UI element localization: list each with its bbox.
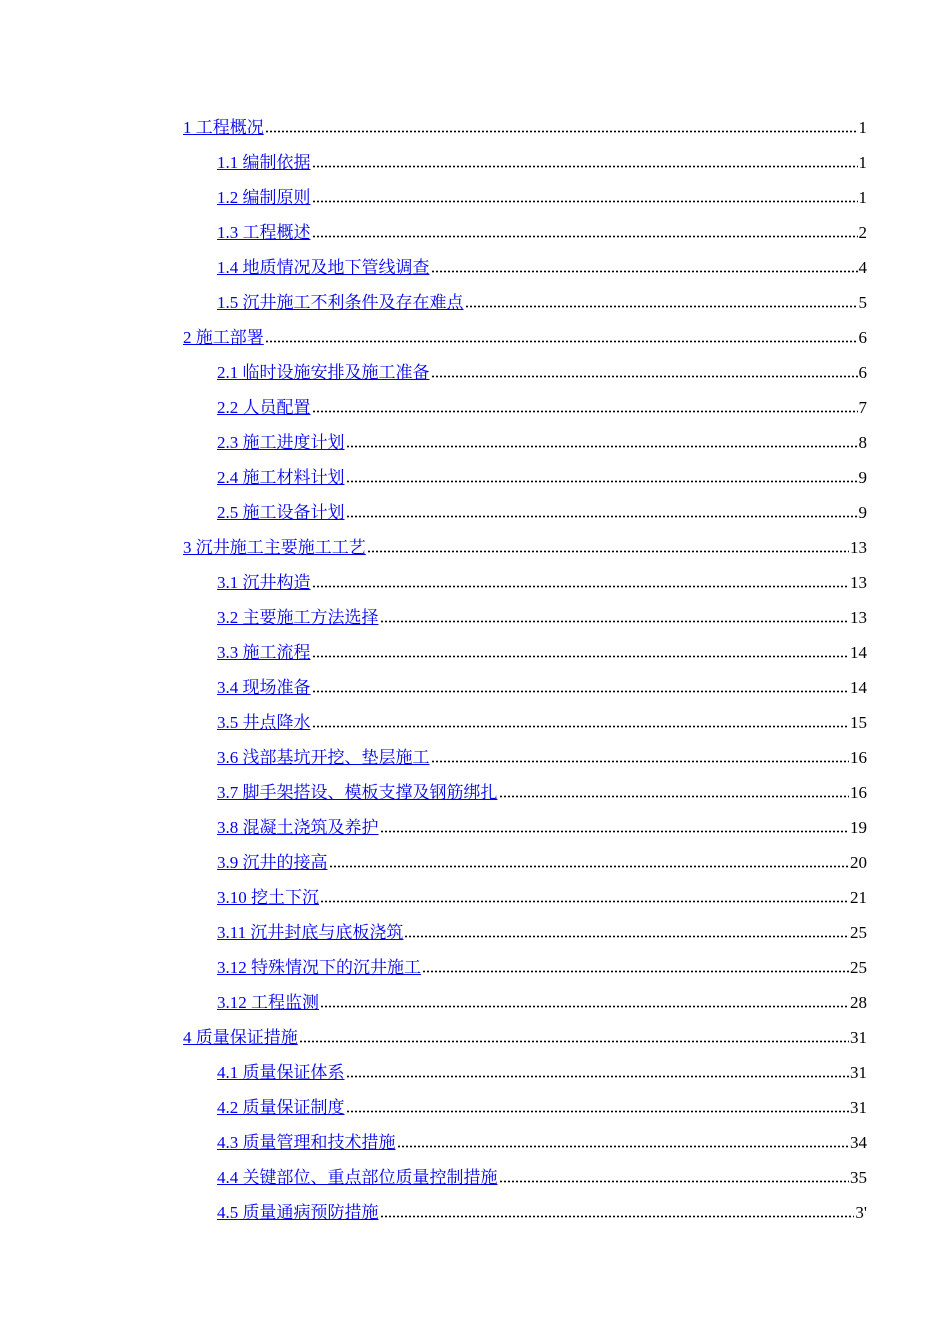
toc-section-entry	[183, 495, 867, 530]
toc-chapter-entry	[183, 320, 867, 355]
toc-page-number: 6	[858, 328, 867, 347]
toc-section-entry	[183, 250, 867, 285]
toc-section-entry	[183, 985, 867, 1020]
dot-leader	[329, 865, 850, 868]
dot-leader	[422, 970, 849, 973]
table-of-contents	[183, 110, 867, 1230]
dot-leader	[380, 1215, 855, 1218]
toc-section-entry	[183, 600, 867, 635]
dot-leader	[312, 410, 858, 413]
toc-page-number: 21	[850, 888, 867, 907]
toc-link[interactable]: 4.1 质量保证体系	[217, 1063, 345, 1082]
dot-leader	[265, 130, 858, 133]
dot-leader	[312, 585, 850, 588]
toc-section-entry	[183, 355, 867, 390]
dot-leader	[312, 200, 858, 203]
toc-section-entry	[183, 635, 867, 670]
dot-leader	[312, 165, 858, 168]
toc-page-number: 31	[850, 1063, 867, 1082]
toc-link[interactable]: 2.1 临时设施安排及施工准备	[217, 363, 430, 382]
toc-section-entry	[183, 670, 867, 705]
toc-link[interactable]: 3.3 施工流程	[217, 643, 311, 662]
dot-leader	[380, 830, 850, 833]
toc-link[interactable]: 3.1 沉井构造	[217, 573, 311, 592]
toc-page-number: 1	[858, 188, 867, 207]
dot-leader	[431, 760, 850, 763]
toc-section-entry	[183, 1090, 867, 1125]
toc-section-entry	[183, 950, 867, 985]
toc-chapter-entry	[183, 1020, 867, 1055]
toc-link[interactable]: 3.12 工程监测	[217, 993, 319, 1012]
toc-link[interactable]: 3.6 浅部基坑开挖、垫层施工	[217, 748, 430, 767]
toc-page-number: 28	[850, 993, 867, 1012]
toc-link[interactable]: 3.9 沉井的接高	[217, 853, 328, 872]
toc-link[interactable]: 1.3 工程概述	[217, 223, 311, 242]
dot-leader	[299, 1040, 849, 1043]
toc-section-entry	[183, 460, 867, 495]
toc-section-entry	[183, 285, 867, 320]
toc-link[interactable]: 1 工程概况	[183, 118, 264, 137]
toc-section-entry	[183, 775, 867, 810]
toc-link[interactable]: 3.10 挖土下沉	[217, 888, 319, 907]
toc-section-entry	[183, 880, 867, 915]
toc-link[interactable]: 3.7 脚手架搭设、模板支撑及钢筋绑扎	[217, 783, 498, 802]
dot-leader	[320, 1005, 849, 1008]
dot-leader	[312, 725, 850, 728]
toc-link[interactable]: 3.4 现场准备	[217, 678, 311, 697]
toc-page-number: 20	[850, 853, 867, 872]
toc-link[interactable]: 4.3 质量管理和技术措施	[217, 1133, 396, 1152]
toc-link[interactable]: 4.5 质量通病预防措施	[217, 1203, 379, 1222]
toc-page-number: 13	[850, 538, 867, 557]
toc-page-number: 13	[850, 573, 867, 592]
toc-section-entry	[183, 845, 867, 880]
toc-link[interactable]: 2.4 施工材料计划	[217, 468, 345, 487]
toc-page-number: 5	[858, 293, 867, 312]
toc-page-number: 3'	[855, 1203, 867, 1222]
toc-section-entry	[183, 740, 867, 775]
toc-page-number: 14	[850, 678, 867, 697]
toc-section-entry	[183, 425, 867, 460]
toc-page-number: 1	[858, 153, 867, 172]
toc-page-number: 4	[858, 258, 867, 277]
dot-leader	[346, 445, 858, 448]
toc-link[interactable]: 3.5 井点降水	[217, 713, 311, 732]
dot-leader	[499, 1180, 850, 1183]
toc-link[interactable]: 1.5 沉井施工不利条件及存在难点	[217, 293, 464, 312]
dot-leader	[499, 795, 850, 798]
toc-section-entry	[183, 915, 867, 950]
toc-page-number: 16	[850, 748, 867, 767]
toc-link[interactable]: 1.4 地质情况及地下管线调查	[217, 258, 430, 277]
toc-section-entry	[183, 1055, 867, 1090]
dot-leader	[380, 620, 850, 623]
toc-page-number: 35	[850, 1168, 867, 1187]
toc-link[interactable]: 4.2 质量保证制度	[217, 1098, 345, 1117]
dot-leader	[346, 480, 858, 483]
toc-section-entry	[183, 1160, 867, 1195]
dot-leader	[346, 1075, 850, 1078]
toc-page-number: 7	[858, 398, 867, 417]
dot-leader	[312, 235, 858, 238]
dot-leader	[431, 375, 858, 378]
toc-link[interactable]: 4.4 关键部位、重点部位质量控制措施	[217, 1168, 498, 1187]
dot-leader	[465, 305, 858, 308]
toc-link[interactable]: 1.1 编制依据	[217, 153, 311, 172]
toc-section-entry	[183, 215, 867, 250]
dot-leader	[320, 900, 849, 903]
toc-section-entry	[183, 390, 867, 425]
toc-page-number: 2	[858, 223, 867, 242]
toc-page-number: 9	[858, 503, 867, 522]
toc-section-entry	[183, 1195, 867, 1230]
toc-page-number: 34	[850, 1133, 867, 1152]
toc-page-number: 14	[850, 643, 867, 662]
toc-page-number: 25	[850, 958, 867, 977]
dot-leader	[312, 655, 850, 658]
toc-page-number: 13	[850, 608, 867, 627]
toc-section-entry	[183, 565, 867, 600]
toc-page-number: 31	[850, 1098, 867, 1117]
toc-chapter-entry	[183, 110, 867, 145]
toc-section-entry	[183, 145, 867, 180]
dot-leader	[431, 270, 858, 273]
toc-link[interactable]: 3.12 特殊情况下的沉井施工	[217, 958, 421, 977]
toc-section-entry	[183, 1125, 867, 1160]
toc-link[interactable]: 3.2 主要施工方法选择	[217, 608, 379, 627]
dot-leader	[312, 690, 850, 693]
toc-link[interactable]: 3 沉井施工主要施工工艺	[183, 538, 366, 557]
toc-link[interactable]: 2.2 人员配置	[217, 398, 311, 417]
dot-leader	[367, 550, 849, 553]
toc-link[interactable]: 1.2 编制原则	[217, 188, 311, 207]
toc-page-number: 1	[858, 118, 867, 137]
toc-page-number: 8	[858, 433, 867, 452]
dot-leader	[346, 515, 858, 518]
toc-link[interactable]: 3.8 混凝土浇筑及养护	[217, 818, 379, 837]
toc-link[interactable]: 3.11 沉井封底与底板浇筑	[217, 923, 404, 942]
dot-leader	[397, 1145, 850, 1148]
toc-page-number: 31	[850, 1028, 867, 1047]
toc-page-number: 25	[850, 923, 867, 942]
toc-page-number: 9	[858, 468, 867, 487]
toc-link[interactable]: 2.3 施工进度计划	[217, 433, 345, 452]
toc-link[interactable]: 2.5 施工设备计划	[217, 503, 345, 522]
dot-leader	[265, 340, 858, 343]
toc-section-entry	[183, 180, 867, 215]
dot-leader	[404, 935, 849, 938]
toc-link[interactable]: 2 施工部署	[183, 328, 264, 347]
toc-page-number: 19	[850, 818, 867, 837]
toc-section-entry	[183, 705, 867, 740]
toc-page-number: 16	[850, 783, 867, 802]
toc-chapter-entry	[183, 530, 867, 565]
toc-section-entry	[183, 810, 867, 845]
toc-page-number: 15	[850, 713, 867, 732]
dot-leader	[346, 1110, 850, 1113]
toc-page-number: 6	[858, 363, 867, 382]
toc-link[interactable]: 4 质量保证措施	[183, 1028, 298, 1047]
